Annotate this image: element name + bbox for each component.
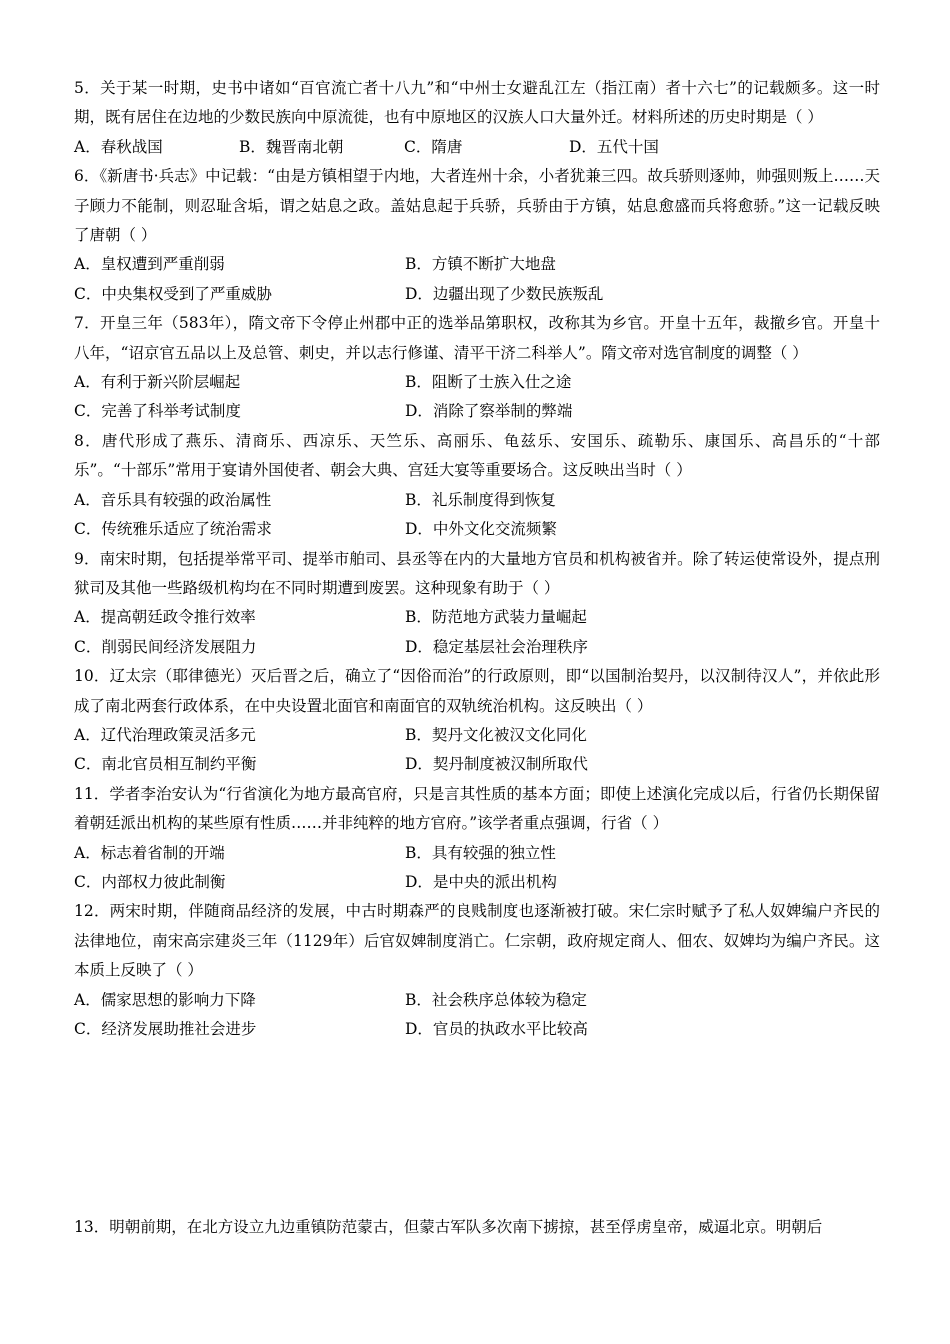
- options-row: [74, 750, 880, 779]
- question-stem: 7．开皇三年（583年），隋文帝下令停止州郡中正的选举品第职权，改称其为乡官。开皇十五年，裁撤乡官。开皇十八年，“诏京官五品以上及总管、刺史，并以志行修谨、清平干济二科举人”。隋文帝对选官制度的调整（ ）: [74, 314, 880, 362]
- options-row: [74, 986, 880, 1015]
- question-stem: 11．学者李治安认为“行省演化为地方最高官府，只是言其性质的基本方面；即使上述演化完成以后，行省仍长期保留着朝廷派出机构的某些原有性质……并非纯粹的地方官府。”该学者重点强调，行省（ ）: [74, 784, 880, 833]
- option-a: A．有利于新兴阶层崛起: [74, 373, 241, 392]
- question-stem: 9．南宋时期，包括提举常平司、提举市舶司、县丞等在内的大量地方官员和机构被省并。除了转运使常设外，提点刑狱司及其他一些路级机构均在不同时期遭到废罢。这种现象有助于（ ）: [74, 549, 880, 597]
- option-a: A．皇权遭到严重削弱: [74, 255, 225, 274]
- option-d: D．官员的执政水平比较高: [405, 1020, 588, 1038]
- options-row: [74, 868, 880, 897]
- option-b: B．具有较强的独立性: [405, 843, 556, 862]
- option-b: B．礼乐制度得到恢复: [405, 490, 556, 509]
- question-5: [74, 74, 880, 162]
- options-row: [74, 280, 880, 309]
- option-c: C．南北官员相互制约平衡: [74, 755, 257, 774]
- options-row: [74, 603, 880, 632]
- option-c: C．中央集权受到了严重威胁: [74, 284, 272, 303]
- options-row: [74, 486, 880, 515]
- question-6: [74, 162, 880, 309]
- question-stem: 12．两宋时期，伴随商品经济的发展，中古时期森严的良贱制度也逐渐被打破。宋仁宗时赋予了私人奴婢编户齐民的法律地位，南宋高宗建炎三年（1129年）后官奴婢制度消亡。仁宗朝，政府规定商人、佃农、奴婢均为编户齐民。这本质上反映了（ ）: [74, 902, 880, 980]
- options-row: [74, 133, 880, 162]
- options-row: [74, 633, 880, 662]
- question-12: [74, 897, 880, 1044]
- option-d: D．五代十国: [569, 137, 659, 156]
- options-row: [74, 839, 880, 868]
- option-a: A．标志着省制的开端: [74, 843, 225, 862]
- question-stem: 10．辽太宗（耶律德光）灭后晋之后，确立了“因俗而治”的行政原则，即“以国制治契丹，以汉制待汉人”，并依此形成了南北两套行政体系，在中央设置北面官和南面官的双轨统治机构。这反映出（ ）: [74, 667, 880, 715]
- question-list: [74, 74, 880, 1044]
- options-row: [74, 368, 880, 397]
- options-row: [74, 397, 880, 426]
- question-stem: 6．《新唐书·兵志》中记载：“由是方镇相望于内地，大者连州十余，小者犹兼三四。故兵骄则逐帅，帅强则叛上……天子顾力不能制，则忍耻含垢，谓之姑息之政。盖姑息起于兵骄，兵骄由于方镇，姑息愈盛而兵将愈骄。”这一记载反映了唐朝（ ）: [74, 167, 880, 245]
- option-a: A．春秋战国: [74, 137, 163, 156]
- question-13-partial: 13．明朝前期，在北方设立九边重镇防范蒙古，但蒙古军队多次南下掳掠，甚至俘虏皇帝，威逼北京。明朝后: [74, 1218, 823, 1236]
- options-row: [74, 515, 880, 544]
- option-b: B．社会秩序总体较为稳定: [405, 990, 587, 1009]
- question-8: [74, 427, 880, 545]
- question-stem: 5．关于某一时期，史书中诸如“百官流亡者十八九”和“中州士女避乱江左（指江南）者十六七”的记载颇多。这一时期，既有居住在边地的少数民族向中原流徙，也有中原地区的汉族人口大量外迁。材料所述的历史时期是（ ）: [74, 79, 880, 127]
- option-d: D．边疆出现了少数民族叛乱: [405, 284, 604, 303]
- question-10: [74, 662, 880, 780]
- option-d: D．稳定基层社会治理秩序: [405, 637, 588, 656]
- question-7: [74, 309, 880, 427]
- option-b: B．阻断了士族入仕之途: [405, 373, 572, 392]
- option-d: D．是中央的派出机构: [405, 872, 557, 891]
- option-a: A．提高朝廷政令推行效率: [74, 608, 256, 627]
- question-stem: 8．唐代形成了燕乐、清商乐、西凉乐、天竺乐、高丽乐、龟兹乐、安国乐、疏勒乐、康国乐、高昌乐的“十部乐”。“十部乐”常用于宴请外国使者、朝会大典、宫廷大宴等重要场合。这反映出当时（ ）: [74, 431, 880, 480]
- option-c: C．经济发展助推社会进步: [74, 1020, 257, 1038]
- option-a: A．音乐具有较强的政治属性: [74, 490, 272, 509]
- option-c: C．内部权力彼此制衡: [74, 872, 226, 891]
- question-11: [74, 780, 880, 898]
- option-c: C．完善了科举考试制度: [74, 402, 241, 421]
- option-b: B．防范地方武装力量崛起: [405, 608, 587, 627]
- option-c: C．传统雅乐适应了统治需求: [74, 520, 272, 539]
- option-a: A．辽代治理政策灵活多元: [74, 725, 256, 744]
- option-d: D．中外文化交流频繁: [405, 520, 557, 539]
- option-d: D．契丹制度被汉制所取代: [405, 755, 588, 774]
- option-b: B．魏晋南北朝: [239, 137, 344, 156]
- options-row: [74, 1015, 880, 1044]
- option-b: B．方镇不断扩大地盘: [405, 255, 556, 274]
- option-d: D．消除了察举制的弊端: [405, 402, 573, 421]
- question-9: [74, 545, 880, 663]
- options-row: [74, 721, 880, 750]
- option-a: A．儒家思想的影响力下降: [74, 990, 256, 1009]
- option-c: C．削弱民间经济发展阻力: [74, 637, 257, 656]
- option-c: C．隋唐: [404, 137, 463, 156]
- option-b: B．契丹文化被汉文化同化: [405, 725, 587, 744]
- options-row: [74, 250, 880, 279]
